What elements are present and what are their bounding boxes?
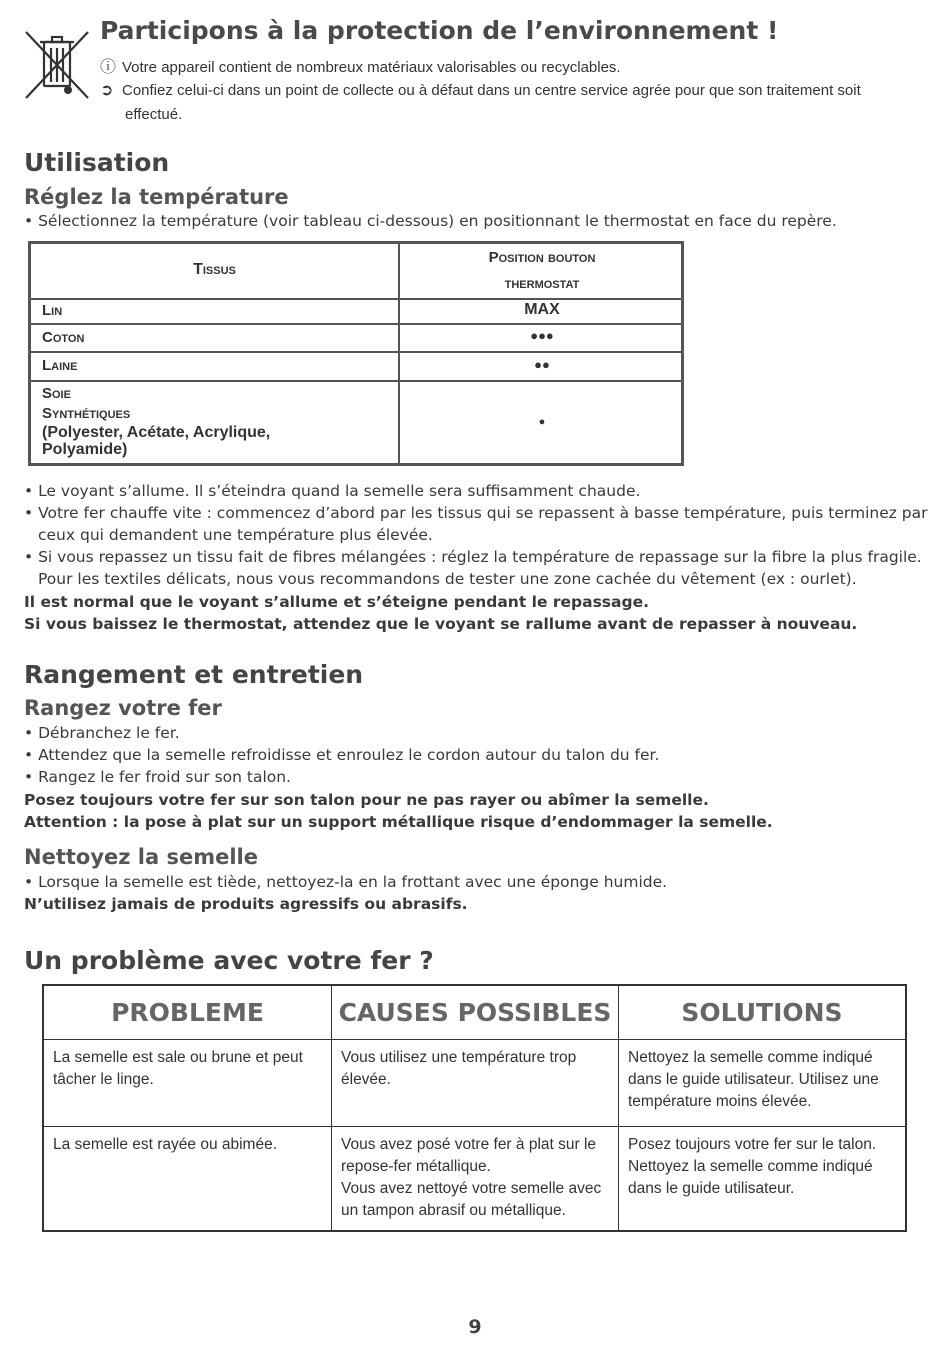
cell-line: dans le guide utilisateur. [628, 1180, 795, 1197]
table-cell-fabric: Laine [42, 357, 78, 374]
temperature-intro: • Sélectionnez la température (voir tableau ci-dessous) en positionnant le thermostat en face du repère. [24, 212, 837, 230]
environment-line-2-text: Confiez celui-ci dans un point de collecte ou à défaut dans un centre service agrée pour que son traitement soit [122, 82, 861, 99]
cell-line: La semelle est rayée ou abimée. [53, 1136, 278, 1153]
section-heading-probleme: Un problème avec votre fer ? [24, 946, 434, 975]
bullet-text: • Le voyant s’allume. Il s’éteindra quand la semelle sera suffisamment chaude. [24, 482, 641, 500]
table-divider [31, 323, 681, 325]
subheading-temperature: Réglez la température [24, 185, 289, 209]
warning-text: Il est normal que le voyant s’allume et s’éteigne pendant le repassage. [24, 593, 649, 611]
table-cell-fabric: Lin [42, 302, 63, 319]
bullet-text: • Débranchez le fer. [24, 724, 180, 742]
table-header-solutions: SOLUTIONS [681, 998, 843, 1027]
cell-line: tâcher le linge. [53, 1071, 154, 1088]
environment-title: Participons à la protection de l’environnement ! [100, 16, 779, 45]
problem-table [42, 984, 907, 1232]
table-header-position-1: Position bouton [488, 249, 596, 266]
environment-line-3: effectué. [125, 106, 183, 123]
table-divider [31, 380, 681, 382]
table-cell-position: ●● [534, 357, 550, 372]
warning-text: Posez toujours votre fer sur son talon pour ne pas rayer ou abîmer la semelle. [24, 791, 709, 809]
bullet-text: • Votre fer chauffe vite : commencez d’abord par les tissus qui se repassent à basse température, puis terminez par [24, 504, 928, 522]
environment-line-1 [100, 54, 621, 77]
cell-line: Vous avez posé votre fer à plat sur le [341, 1136, 597, 1153]
bullet-text: • Lorsque la semelle est tiède, nettoyez-la en la frottant avec une éponge humide. [24, 873, 668, 891]
temperature-table [28, 241, 684, 466]
table-cell-fabric-detail: Polyamide) [42, 441, 128, 458]
table-cell-fabric: Coton [42, 329, 85, 346]
table-cell-fabric-detail: (Polyester, Acétate, Acrylique, [42, 424, 271, 441]
crossed-out-bin-icon [24, 30, 92, 102]
warning-text: N’utilisez jamais de produits agressifs ou abrasifs. [24, 895, 468, 913]
cell-line: Vous utilisez une température trop [341, 1049, 577, 1066]
cell-line: Posez toujours votre fer sur le talon. [628, 1136, 877, 1153]
warning-text: Si vous baissez le thermostat, attendez que le voyant se rallume avant de repasser à nouveau. [24, 615, 858, 633]
table-divider [44, 1126, 905, 1127]
table-cell-position: MAX [524, 301, 560, 318]
cell-line: un tampon abrasif ou métallique. [341, 1202, 566, 1219]
cell-line: température moins élevée. [628, 1093, 812, 1110]
bullet-text: ceux qui demandent une température plus élevée. [38, 526, 433, 544]
subheading-nettoyez: Nettoyez la semelle [24, 845, 258, 869]
info-circle-icon: ⓘ [100, 59, 117, 76]
cell-line: Nettoyez la semelle comme indiqué [628, 1158, 873, 1175]
warning-text: Attention : la pose à plat sur un support métallique risque d’endommager la semelle. [24, 813, 773, 831]
environment-line-1-text: Votre appareil contient de nombreux matériaux valorisables ou recyclables. [122, 59, 621, 76]
page-number: 9 [468, 1316, 482, 1338]
table-cell-fabric: Soie [42, 385, 71, 402]
cell-line: Nettoyez la semelle comme indiqué [628, 1049, 873, 1066]
solution-cell [628, 1047, 879, 1113]
cell-line: dans le guide utilisateur. Utilisez une [628, 1071, 879, 1088]
cell-line: élevée. [341, 1071, 391, 1088]
cause-cell [341, 1047, 576, 1091]
table-header-position-2: thermostat [504, 275, 580, 292]
cell-line: La semelle est sale ou brune et peut [53, 1049, 303, 1066]
bullet-text: • Rangez le fer froid sur son talon. [24, 768, 291, 786]
right-arrow-icon: ➲ [100, 82, 114, 99]
bullet-text: • Si vous repassez un tissu fait de fibres mélangées : réglez la température de repassage sur la fibre la plus fragile. [24, 548, 922, 566]
environment-line-2 [100, 80, 861, 100]
bullet-text: • Attendez que la semelle refroidisse et enroulez le cordon autour du talon du fer. [24, 746, 660, 764]
problem-cell [53, 1134, 277, 1156]
solution-cell [628, 1134, 876, 1200]
table-cell-position: ●●● [530, 328, 554, 343]
subheading-rangez: Rangez votre fer [24, 696, 222, 720]
table-divider [31, 351, 681, 353]
section-heading-rangement: Rangement et entretien [24, 660, 364, 689]
table-divider [31, 298, 681, 300]
table-cell-fabric: Synthétiques [42, 405, 131, 422]
table-cell-position: ● [538, 416, 546, 428]
section-heading-utilisation: Utilisation [24, 148, 170, 177]
cause-cell [341, 1134, 601, 1222]
table-header-causes: CAUSES POSSIBLES [338, 998, 612, 1027]
table-header-fabric: Tissus [193, 261, 236, 278]
cell-line: Vous avez nettoyé votre semelle avec [341, 1180, 602, 1197]
table-divider [44, 1039, 905, 1040]
problem-cell [53, 1047, 303, 1091]
bullet-text: Pour les textiles délicats, nous vous recommandons de tester une zone cachée du vêtement (ex : ourlet). [38, 570, 857, 588]
table-header-problem: PROBLEME [111, 998, 264, 1027]
cell-line: repose-fer métallique. [341, 1158, 491, 1175]
